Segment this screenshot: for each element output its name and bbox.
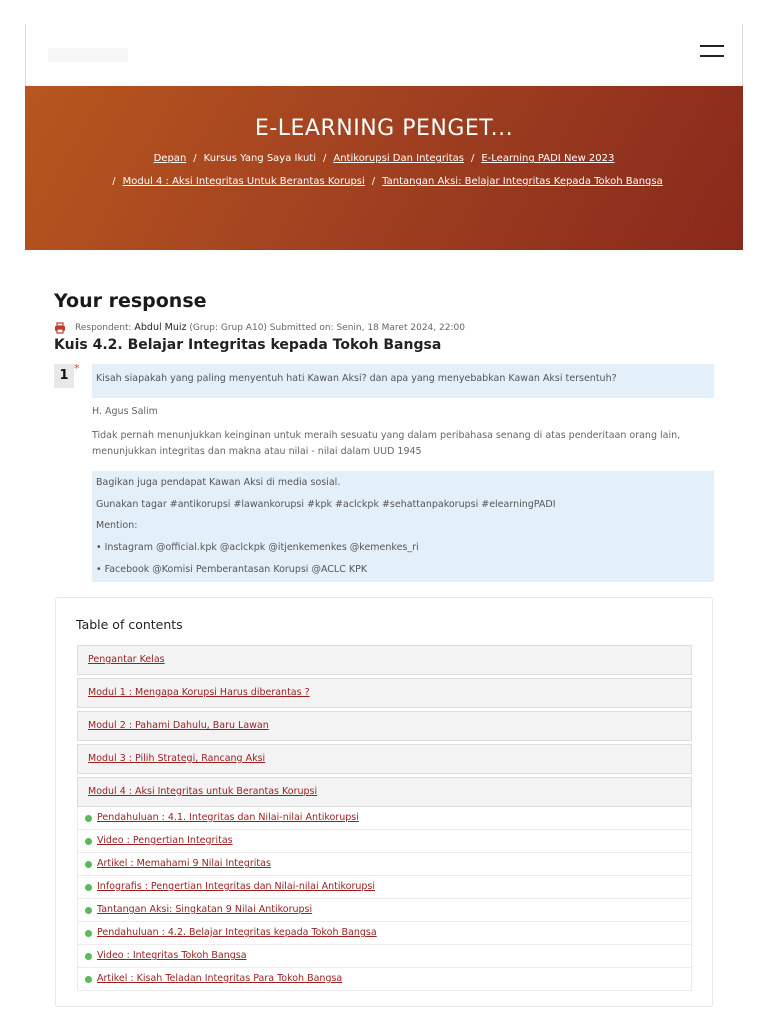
toc-sub-item[interactable]	[77, 945, 692, 968]
toc-list	[77, 645, 692, 991]
question-block	[54, 364, 714, 582]
share-line: • Facebook @Komisi Pemberantasan Korupsi @ACLC KPK	[96, 563, 368, 575]
toc-module-item[interactable]	[77, 744, 692, 774]
response-heading: Your response	[54, 290, 207, 312]
share-line: • Instagram @official.kpk @aclckpk @itjenkemenkes @kemenkes_ri	[96, 542, 419, 554]
respondent-name: Abdul Muiz	[134, 322, 187, 333]
breadcrumb-separator: /	[323, 153, 327, 164]
top-navbar	[25, 24, 743, 86]
share-line: Mention:	[96, 520, 138, 532]
completed-dot-icon	[85, 838, 92, 845]
completed-dot-icon	[85, 861, 92, 868]
completed-dot-icon	[85, 976, 92, 983]
breadcrumb-link[interactable]: Depan	[153, 153, 187, 164]
breadcrumb-link[interactable]: Antikorupsi Dan Integritas	[333, 153, 464, 164]
share-line: Bagikan juga pendapat Kawan Aksi di media sosial.	[96, 477, 341, 488]
answer-text	[92, 404, 714, 460]
page-title: E-LEARNING PENGET...	[254, 116, 514, 141]
question-text: Kisah siapakah yang paling menyentuh hati Kawan Aksi? dan apa yang menyebabkan Kawan Aksi tersentuh?	[92, 364, 714, 398]
toc-sub-item[interactable]	[77, 922, 692, 945]
question-number: 1	[54, 364, 74, 388]
toc-module-item[interactable]	[77, 645, 692, 675]
toc-sub-link[interactable]: Pendahuluan : 4.1. Integritas dan Nilai-nilai Antikorupsi	[97, 812, 359, 823]
completed-dot-icon	[85, 953, 92, 960]
toc-module-item[interactable]	[77, 777, 692, 807]
breadcrumb-separator: /	[470, 153, 475, 164]
completed-dot-icon	[85, 815, 92, 822]
toc-sub-link[interactable]: Video : Integritas Tokoh Bangsa	[97, 950, 247, 961]
printer-icon[interactable]	[54, 322, 66, 334]
breadcrumb	[25, 153, 743, 165]
toc-sub-link[interactable]: Video : Pengertian Integritas	[97, 835, 233, 846]
toc-module-link[interactable]: Pengantar Kelas	[88, 654, 165, 665]
breadcrumb-row-2	[25, 176, 743, 188]
submission-info: (Grup: Grup A10) Submitted on: Senin, 18 Maret 2024, 22:00	[189, 323, 465, 333]
toc-sub-link[interactable]: Pendahuluan : 4.2. Belajar Integritas kepada Tokoh Bangsa	[97, 927, 377, 938]
toc-module-link[interactable]: Modul 1 : Mengapa Korupsi Harus diberantas ?	[88, 687, 310, 698]
quiz-title: Kuis 4.2. Belajar Integritas kepada Tokoh Bangsa	[54, 337, 442, 353]
breadcrumb-link[interactable]: Modul 4 : Aksi Integritas Untuk Berantas Korupsi	[122, 176, 365, 187]
toc-module-link[interactable]: Modul 2 : Pahami Dahulu, Baru Lawan	[88, 720, 269, 731]
share-info-box	[92, 471, 714, 582]
toc-sub-link[interactable]: Tantangan Aksi: Singkatan 9 Nilai Antikorupsi	[97, 904, 313, 915]
toc-sub-link[interactable]: Artikel : Kisah Teladan Integritas Para Tokoh Bangsa	[97, 973, 343, 984]
breadcrumb-link[interactable]: E-Learning PADI New 2023	[481, 153, 615, 164]
answer-line: H. Agus Salim	[92, 406, 158, 417]
hamburger-menu-icon[interactable]	[700, 45, 726, 61]
toc-module-link[interactable]: Modul 4 : Aksi Integritas untuk Berantas Korupsi	[88, 786, 318, 797]
answer-line: Tidak pernah menunjukkan keinginan untuk meraih sesuatu yang dalam peribahasa senang di atas penderitaan orang lain, menunjukkan integritas dan makna atau nilai - nilai dalam UUD 1945	[92, 430, 681, 457]
toc-module-item[interactable]	[77, 678, 692, 708]
toc-sub-item[interactable]	[77, 830, 692, 853]
respondent-label: Respondent:	[75, 323, 132, 333]
completed-dot-icon	[85, 907, 92, 914]
page-header-banner	[25, 86, 743, 250]
toc-sub-item[interactable]	[77, 899, 692, 922]
table-of-contents	[55, 597, 713, 1007]
breadcrumb-separator: /	[371, 176, 376, 187]
site-logo[interactable]	[48, 48, 128, 62]
breadcrumb-separator: /	[193, 153, 197, 164]
toc-sub-link[interactable]: Infografis : Pengertian Integritas dan Nilai-nilai Antikorupsi	[97, 881, 376, 892]
toc-sub-item[interactable]	[77, 853, 692, 876]
breadcrumb-separator: /	[112, 176, 116, 187]
required-marker: *	[74, 362, 80, 375]
toc-module-link[interactable]: Modul 3 : Pilih Strategi, Rancang Aksi	[88, 753, 266, 764]
breadcrumb-text: Kursus Yang Saya Ikuti	[203, 153, 316, 164]
toc-module-item[interactable]	[77, 711, 692, 741]
toc-sub-link[interactable]: Artikel : Memahami 9 Nilai Integritas	[97, 858, 271, 869]
completed-dot-icon	[85, 930, 92, 937]
completed-dot-icon	[85, 884, 92, 891]
response-meta	[54, 322, 714, 334]
toc-title: Table of contents	[76, 617, 183, 632]
toc-sub-item[interactable]	[77, 876, 692, 899]
breadcrumb-link[interactable]: Tantangan Aksi: Belajar Integritas Kepada Tokoh Bangsa	[382, 176, 663, 187]
main-content	[54, 290, 714, 582]
share-line: Gunakan tagar #antikorupsi #lawankorupsi #kpk #aclckpk #sehattanpakorupsi #elearningPADI	[96, 498, 556, 510]
toc-sub-item[interactable]	[77, 807, 692, 830]
toc-sub-item[interactable]	[77, 968, 692, 991]
